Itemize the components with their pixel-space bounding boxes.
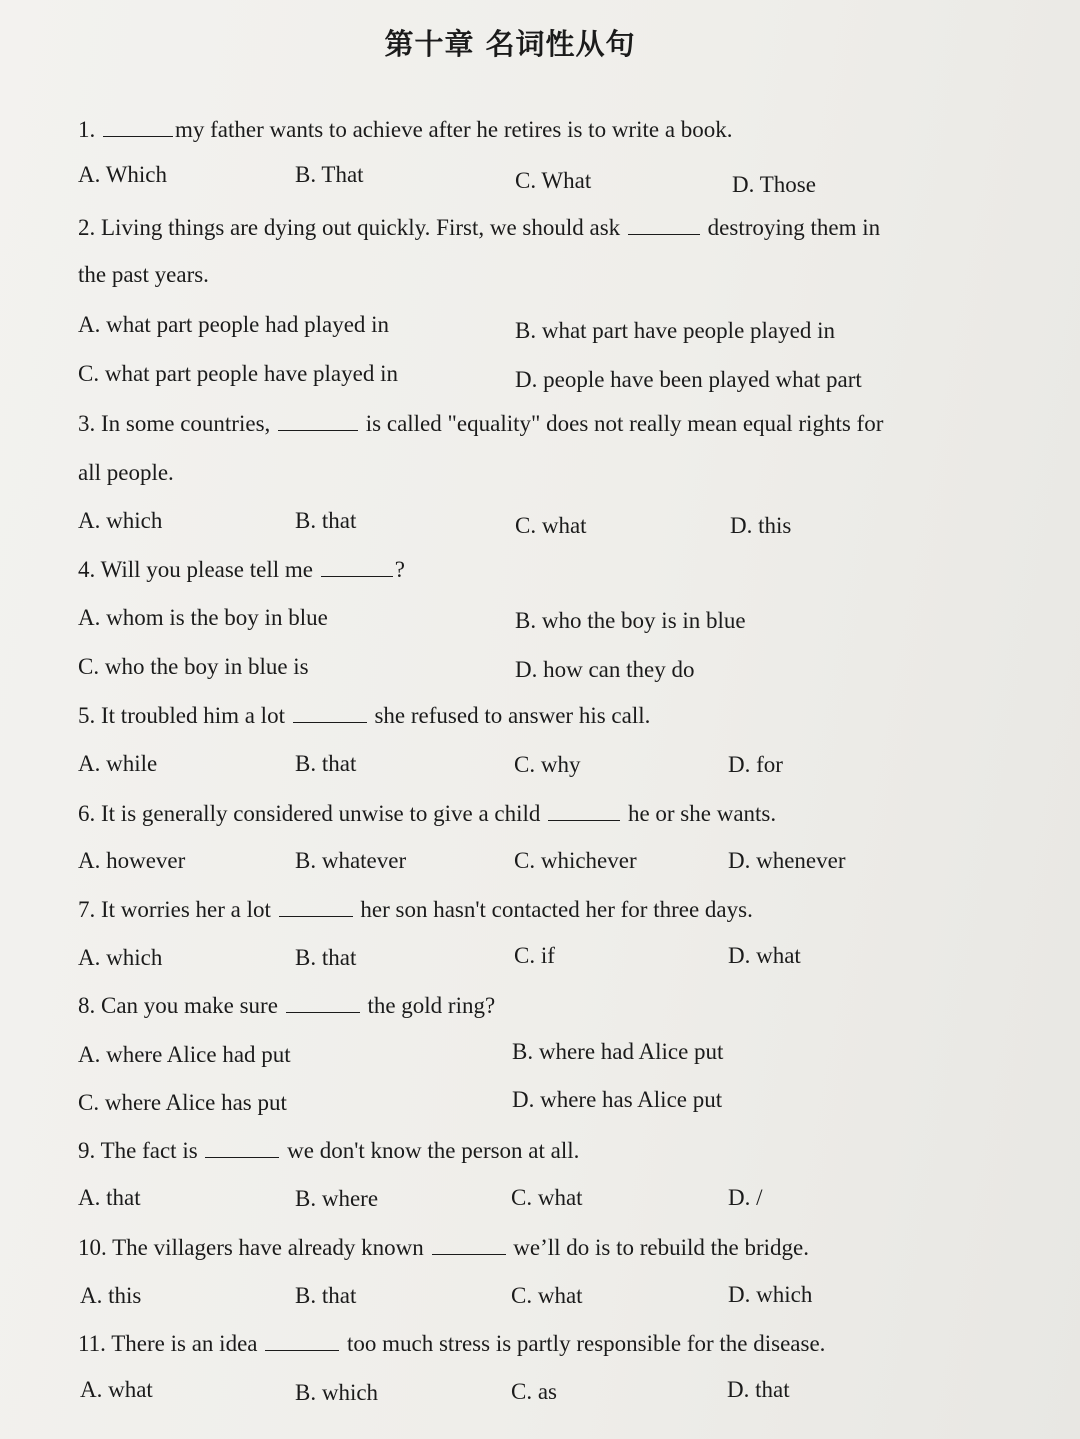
option-5a[interactable]: A. while [78,751,158,776]
question-2: 2. Living things are dying out quickly. First, we should ask destroying them in [78,215,881,240]
option-9d[interactable]: D. / [728,1185,763,1210]
option-2b[interactable]: B. what part have people played in [515,318,835,343]
option-7d[interactable]: D. what [728,943,801,968]
option-8a[interactable]: A. where Alice had put [78,1042,291,1067]
question-11: 11. There is an idea too much stress is partly responsible for the disease. [78,1331,826,1356]
question-4: 4. Will you please tell me ? [78,557,405,582]
question-7: 7. It worries her a lot her son hasn't contacted her for three days. [78,897,753,922]
option-1b[interactable]: B. That [295,162,364,187]
option-3b[interactable]: B. that [295,508,357,533]
option-6b[interactable]: B. whatever [295,848,407,873]
option-7b[interactable]: B. that [295,945,357,970]
option-4c[interactable]: C. who the boy in blue is [78,654,309,679]
option-11b[interactable]: B. which [295,1380,379,1405]
option-10d[interactable]: D. which [728,1282,813,1307]
question-6: 6. It is generally considered unwise to give a child he or she wants. [78,801,777,826]
option-11c[interactable]: C. as [511,1379,557,1404]
option-3d[interactable]: D. this [730,513,792,538]
option-1d[interactable]: D. Those [732,172,816,197]
option-6d[interactable]: D. whenever [728,848,846,873]
question-3: 3. In some countries, is called "equality" does not really mean equal rights for [78,411,884,436]
option-2a[interactable]: A. what part people had played in [78,312,390,337]
option-6c[interactable]: C. whichever [514,848,637,873]
option-4d[interactable]: D. how can they do [515,657,695,682]
option-4a[interactable]: A. whom is the boy in blue [78,605,328,630]
option-3c[interactable]: C. what [515,513,587,538]
option-10a[interactable]: A. this [80,1283,142,1308]
option-9a[interactable]: A. that [78,1185,141,1210]
option-9c[interactable]: C. what [511,1185,583,1210]
chapter-title: 第十章 名词性从句 [384,27,636,61]
option-11d[interactable]: D. that [727,1377,790,1402]
option-10c[interactable]: C. what [511,1283,583,1308]
option-7c[interactable]: C. if [514,943,555,968]
option-2c[interactable]: C. what part people have played in [78,361,398,386]
option-10b[interactable]: B. that [295,1283,357,1308]
option-4b[interactable]: B. who the boy is in blue [515,608,746,633]
option-6a[interactable]: A. however [78,848,186,873]
option-5c[interactable]: C. why [514,752,581,777]
option-5d[interactable]: D. for [728,752,783,777]
option-1a[interactable]: A. Which [78,162,168,187]
question-9: 9. The fact is we don't know the person at all. [78,1138,580,1163]
question-2-continued: the past years. [78,262,209,287]
option-11a[interactable]: A. what [80,1377,153,1402]
question-1: 1. my father wants to achieve after he retires is to write a book. [78,117,733,142]
question-3-continued: all people. [78,460,174,485]
option-9b[interactable]: B. where [295,1186,379,1211]
option-5b[interactable]: B. that [295,751,357,776]
option-2d[interactable]: D. people have been played what part [515,367,862,392]
question-8: 8. Can you make sure the gold ring? [78,993,496,1018]
question-5: 5. It troubled him a lot she refused to answer his call. [78,703,651,728]
question-10: 10. The villagers have already known we’ll do is to rebuild the bridge. [78,1235,810,1260]
option-1c[interactable]: C. What [515,168,592,193]
option-3a[interactable]: A. which [78,508,163,533]
option-8b[interactable]: B. where had Alice put [512,1039,724,1064]
option-8c[interactable]: C. where Alice has put [78,1090,287,1115]
option-7a[interactable]: A. which [78,945,163,970]
option-8d[interactable]: D. where has Alice put [512,1087,723,1112]
